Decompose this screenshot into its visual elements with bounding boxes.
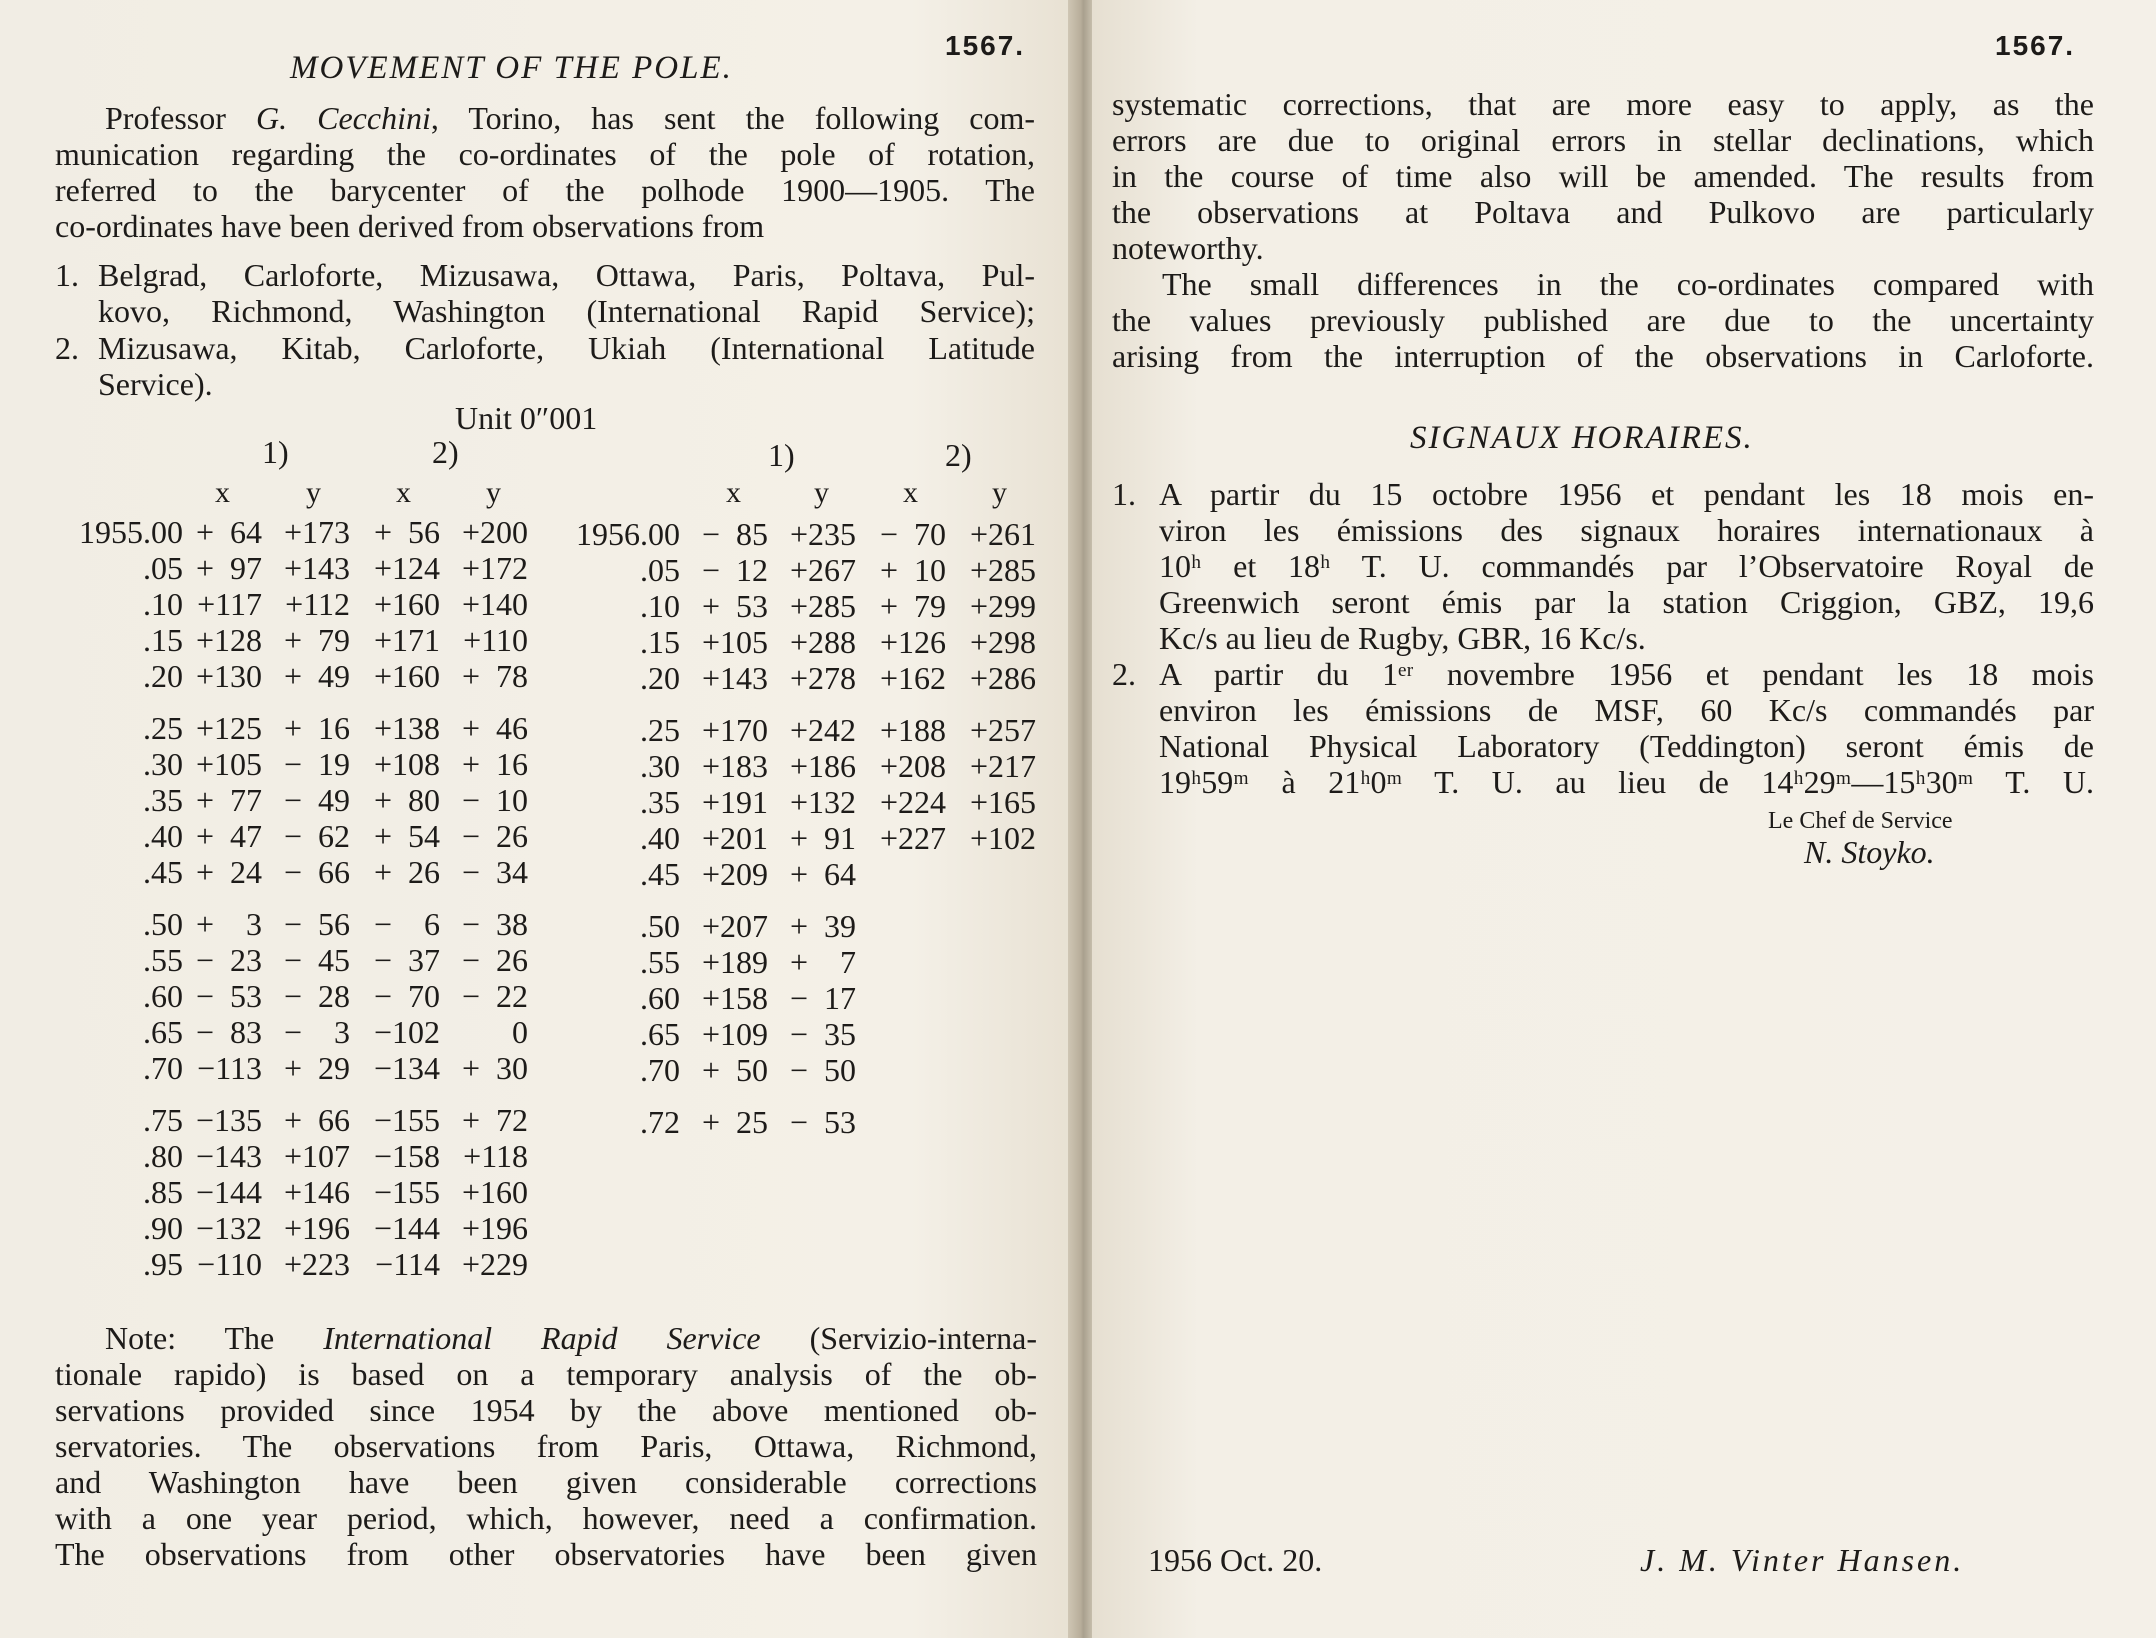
table-cell: + 50 [701,1052,768,1088]
table-epoch: 1955.00 [79,514,183,550]
note-line: servations provided since 1954 by the above mentioned ob- [55,1392,1037,1428]
table-epoch: .10 [640,588,680,624]
table-cell: +118 [463,1138,528,1174]
table-cell: − 45 [283,942,350,978]
table-cell: +143 [283,550,350,586]
table-cell: − 83 [195,1014,262,1050]
source-line: Mizusawa, Kitab, Carloforte, Ukiah (International Latitude [98,330,1035,366]
table-epoch: .45 [143,854,183,890]
table-cell: + 16 [461,746,528,782]
left-page [0,0,1072,1638]
table-cell: +278 [789,660,856,696]
table-cell: − 37 [373,942,440,978]
item-line: viron les émissions des signaux horaires internationaux à [1159,512,2094,548]
table-cell: +170 [701,712,768,748]
table-epoch: .15 [143,622,183,658]
note-line: servatories. The observations from Paris, Ottawa, Richmond, [55,1428,1037,1464]
cont-line: errors are due to original errors in stellar declinations, which [1112,122,2094,158]
note-text: (Servizio-interna- [760,1320,1038,1356]
table-epoch: .20 [143,658,183,694]
table-cell: +196 [461,1210,528,1246]
table-cell: + 16 [283,710,350,746]
item-line: A partir du 15 octobre 1956 et pendant les 18 mois en- [1159,476,2094,512]
item-number: 1. [1112,476,1136,512]
table-cell: + 25 [701,1104,768,1140]
table-cell: +138 [373,710,440,746]
cont-line: The small differences in the co-ordinates compared with [1162,266,2094,302]
item-line: Kc/s au lieu de Rugby, GBR, 16 Kc/s. [1159,620,1646,656]
table-cell: +102 [969,820,1036,856]
table-cell: − 56 [283,906,350,942]
table-cell: + 46 [461,710,528,746]
table-epoch: .30 [143,746,183,782]
item-line: 19ʰ59ᵐ à 21ʰ0ᵐ T. U. au lieu de 14ʰ29ᵐ—15ʰ30ᵐ T. U. [1159,764,2094,800]
note-line-1 [55,1320,1037,1356]
source-item-2 [55,330,1035,404]
table-epoch: .80 [143,1138,183,1174]
table-cell: +207 [701,908,768,944]
table-cell: +172 [461,550,528,586]
table-cell: +191 [701,784,768,820]
axis-label: y [992,476,1007,509]
table-cell: − 6 [373,906,440,942]
unit-label: Unit 0″001 [455,400,598,436]
table-cell: +109 [701,1016,768,1052]
table-cell: − 38 [461,906,528,942]
table-cell: +257 [969,712,1036,748]
table-cell: +242 [789,712,856,748]
intro-prefix: Professor [105,100,256,136]
table-cell: +267 [789,552,856,588]
table-cell: + 54 [373,818,440,854]
table-cell: − 10 [461,782,528,818]
table-cell: +208 [879,748,946,784]
table-cell: + 47 [195,818,262,854]
page-number: 1567. [945,30,1026,61]
table-cell: − 3 [283,1014,350,1050]
table-cell: +173 [283,514,350,550]
table-cell: +160 [373,658,440,694]
table-epoch: 1956.00 [576,516,680,552]
source-number: 2. [55,330,79,366]
table-cell: + 79 [879,588,946,624]
table-cell: +188 [879,712,946,748]
source-line: Service). [98,366,213,402]
page-number: 1567. [1995,30,2076,61]
table-epoch: .60 [143,978,183,1014]
axis-label: x [396,476,411,509]
table-cell: +227 [879,820,946,856]
table-cell: + 72 [461,1102,528,1138]
table-cell: + 66 [283,1102,350,1138]
table-cell: + 53 [701,588,768,624]
table-cell: +288 [789,624,856,660]
axis-label: x [215,476,230,509]
table-epoch: .35 [640,784,680,820]
section-heading: SIGNAUX HORAIRES. [1410,420,1754,456]
table-cell: +189 [701,944,768,980]
table-cell: +209 [701,856,768,892]
axis-label: y [306,476,321,509]
table-cell: + 80 [373,782,440,818]
table-cell: −144 [373,1210,440,1246]
table-cell: −158 [373,1138,440,1174]
table-cell: − 28 [283,978,350,1014]
item-line: 10ʰ et 18ʰ T. U. commandés par l’Observatoire Royal de [1159,548,2094,584]
table-cell: +200 [461,514,528,550]
table-cell: − 23 [195,942,262,978]
table-epoch: .50 [143,906,183,942]
table-cell: − 53 [195,978,262,1014]
table-cell: −134 [373,1050,440,1086]
note-line: tionale rapido) is based on a temporary analysis of the ob- [55,1356,1037,1392]
table-cell: +285 [789,588,856,624]
source-number: 1. [55,257,79,293]
editor-name: J. M. Vinter Hansen. [1640,1542,1965,1578]
table-cell: +158 [701,980,768,1016]
intro-line-1 [55,100,1035,136]
section-heading: MOVEMENT OF THE POLE. [290,50,733,86]
axis-label: y [486,476,501,509]
table-cell: − 62 [283,818,350,854]
table-cell: +223 [283,1246,350,1282]
table-cell: +186 [789,748,856,784]
table-cell: + 39 [789,908,856,944]
item-number: 2. [1112,656,1136,692]
table-cell: − 12 [701,552,768,588]
table-epoch: .95 [143,1246,183,1282]
table-cell: +126 [879,624,946,660]
col-group-label: 1) [768,437,795,473]
table-epoch: .05 [143,550,183,586]
table-cell: +201 [701,820,768,856]
intro-text: , Torino, has sent the following com- [430,100,1036,136]
table-cell: +108 [373,746,440,782]
intro-name: G. Cecchini [255,100,431,136]
axis-label: x [903,476,918,509]
item-line: National Physical Laboratory (Teddington) seront émis de [1159,728,2094,764]
table-epoch: .25 [143,710,183,746]
table-cell: +117 [197,586,262,622]
table-cell: − 22 [461,978,528,1014]
table-cell: + 26 [373,854,440,890]
table-cell: +130 [195,658,262,694]
note-line: with a one year period, which, however, need a confirmation. [55,1500,1037,1536]
table-cell: + 64 [789,856,856,892]
table-epoch: .85 [143,1174,183,1210]
table-epoch: .55 [143,942,183,978]
cont-line: in the course of time also will be amended. The results from [1112,158,2094,194]
table-cell: − 49 [283,782,350,818]
cont-line: systematic corrections, that are more easy to apply, as the [1112,86,2094,122]
table-cell: + 77 [195,782,262,818]
table-epoch: .70 [640,1052,680,1088]
table-cell: −102 [373,1014,440,1050]
cont-line: the values previously published are due to the uncertainty [1112,302,2094,338]
source-line: kovo, Richmond, Washington (International Rapid Service); [98,293,1035,329]
table-cell: +162 [879,660,946,696]
table-epoch: .90 [143,1210,183,1246]
table-cell: +140 [461,586,528,622]
date-line: 1956 Oct. 20. [1148,1542,1323,1578]
table-cell: +105 [701,624,768,660]
table-cell: + 7 [789,944,856,980]
table-cell: −143 [195,1138,262,1174]
table-epoch: .05 [640,552,680,588]
table-cell: + 24 [195,854,262,890]
table-epoch: .40 [640,820,680,856]
table-cell: − 53 [789,1104,856,1140]
table-cell: +224 [879,784,946,820]
table-epoch: .25 [640,712,680,748]
cont-line: the observations at Poltava and Pulkovo are particularly [1112,194,2094,230]
note-prefix: Note: The [105,1320,324,1356]
table-cell: − 85 [701,516,768,552]
table-cell: +229 [461,1246,528,1282]
table-epoch: .55 [640,944,680,980]
table-cell: + 78 [461,658,528,694]
table-cell: + 97 [195,550,262,586]
source-item-1 [55,257,1035,331]
cont-line: arising from the interruption of the observations in Carloforte. [1112,338,2094,374]
table-cell: + 91 [789,820,856,856]
table-cell: +110 [463,622,528,658]
table-cell: + 79 [283,622,350,658]
table-cell: +299 [969,588,1036,624]
table-epoch: .10 [143,586,183,622]
table-cell: − 70 [373,978,440,1014]
table-cell: + 10 [879,552,946,588]
note-italic: International Rapid Service [323,1320,761,1356]
table-cell: +132 [789,784,856,820]
table-epoch: .15 [640,624,680,660]
table-cell: − 35 [789,1016,856,1052]
table-cell: −135 [195,1102,262,1138]
note-line: The observations from other observatories have been given [55,1536,1037,1572]
table-cell: − 26 [461,942,528,978]
table-cell: +160 [461,1174,528,1210]
table-cell: 0 [512,1014,528,1050]
table-cell: + 3 [195,906,262,942]
table-epoch: .65 [143,1014,183,1050]
table-epoch: .30 [640,748,680,784]
col-group-label: 2) [945,437,972,473]
table-epoch: .72 [640,1104,680,1140]
source-line: Belgrad, Carloforte, Mizusawa, Ottawa, Paris, Poltava, Pul- [98,257,1035,293]
table-cell: −114 [375,1246,440,1282]
table-cell: +261 [969,516,1036,552]
table-epoch: .70 [143,1050,183,1086]
table-cell: +125 [195,710,262,746]
item-line: Greenwich seront émis par la station Criggion, GBZ, 19,6 [1159,584,2094,620]
item-line: A partir du 1ᵉʳ novembre 1956 et pendant les 18 mois [1159,656,2094,692]
table-cell: +128 [195,622,262,658]
signoff-name: N. Stoyko. [1804,834,1935,870]
table-cell: + 56 [373,514,440,550]
axis-label: x [726,476,741,509]
table-cell: −144 [195,1174,262,1210]
table-cell: − 19 [283,746,350,782]
col-group-label: 2) [432,434,459,470]
intro-line-2: munication regarding the co-ordinates of the pole of rotation, [55,136,1035,172]
table-cell: −155 [373,1174,440,1210]
table-cell: +160 [373,586,440,622]
table-cell: +107 [283,1138,350,1174]
table-cell: +217 [969,748,1036,784]
note-paragraph [55,1320,1037,1572]
table-epoch: .60 [640,980,680,1016]
signal-item-1 [1112,476,2094,658]
table-epoch: .45 [640,856,680,892]
table-cell: + 29 [283,1050,350,1086]
table-epoch: .35 [143,782,183,818]
table-cell: +143 [701,660,768,696]
intro-line-3: referred to the barycenter of the polhode 1900—1905. The [55,172,1035,208]
col-group-label: 1) [262,434,289,470]
table-cell: +285 [969,552,1036,588]
table-cell: +146 [283,1174,350,1210]
table-cell: −155 [373,1102,440,1138]
table-cell: + 30 [461,1050,528,1086]
table-cell: +183 [701,748,768,784]
table-cell: − 70 [879,516,946,552]
table-epoch: .40 [143,818,183,854]
table-cell: + 49 [283,658,350,694]
note-line: and Washington have been given considerable corrections [55,1464,1037,1500]
table-epoch: .50 [640,908,680,944]
table-cell: − 50 [789,1052,856,1088]
cont-line: noteworthy. [1112,230,1264,266]
table-cell: − 34 [461,854,528,890]
table-cell: − 66 [283,854,350,890]
item-line: environ les émissions de MSF, 60 Kc/s commandés par [1159,692,2094,728]
axis-label: y [814,476,829,509]
table-cell: +112 [285,586,350,622]
table-cell: +171 [373,622,440,658]
table-epoch: .65 [640,1016,680,1052]
table-cell: +196 [283,1210,350,1246]
signal-item-2 [1112,656,2094,802]
table-cell: +286 [969,660,1036,696]
signoff-title: Le Chef de Service [1768,808,1953,834]
table-cell: +298 [969,624,1036,660]
table-epoch: .75 [143,1102,183,1138]
table-cell: −132 [195,1210,262,1246]
table-cell: +165 [969,784,1036,820]
intro-line-4: co-ordinates have been derived from observations from [55,208,765,244]
table-cell: +105 [195,746,262,782]
table-cell: −113 [197,1050,262,1086]
intro-paragraph [55,100,1035,244]
table-cell: +124 [373,550,440,586]
table-cell: + 64 [195,514,262,550]
table-epoch: .20 [640,660,680,696]
continuation-paragraph [1112,86,2094,374]
table-cell: − 26 [461,818,528,854]
table-cell: +235 [789,516,856,552]
table-cell: − 17 [789,980,856,1016]
table-cell: −110 [197,1246,262,1282]
